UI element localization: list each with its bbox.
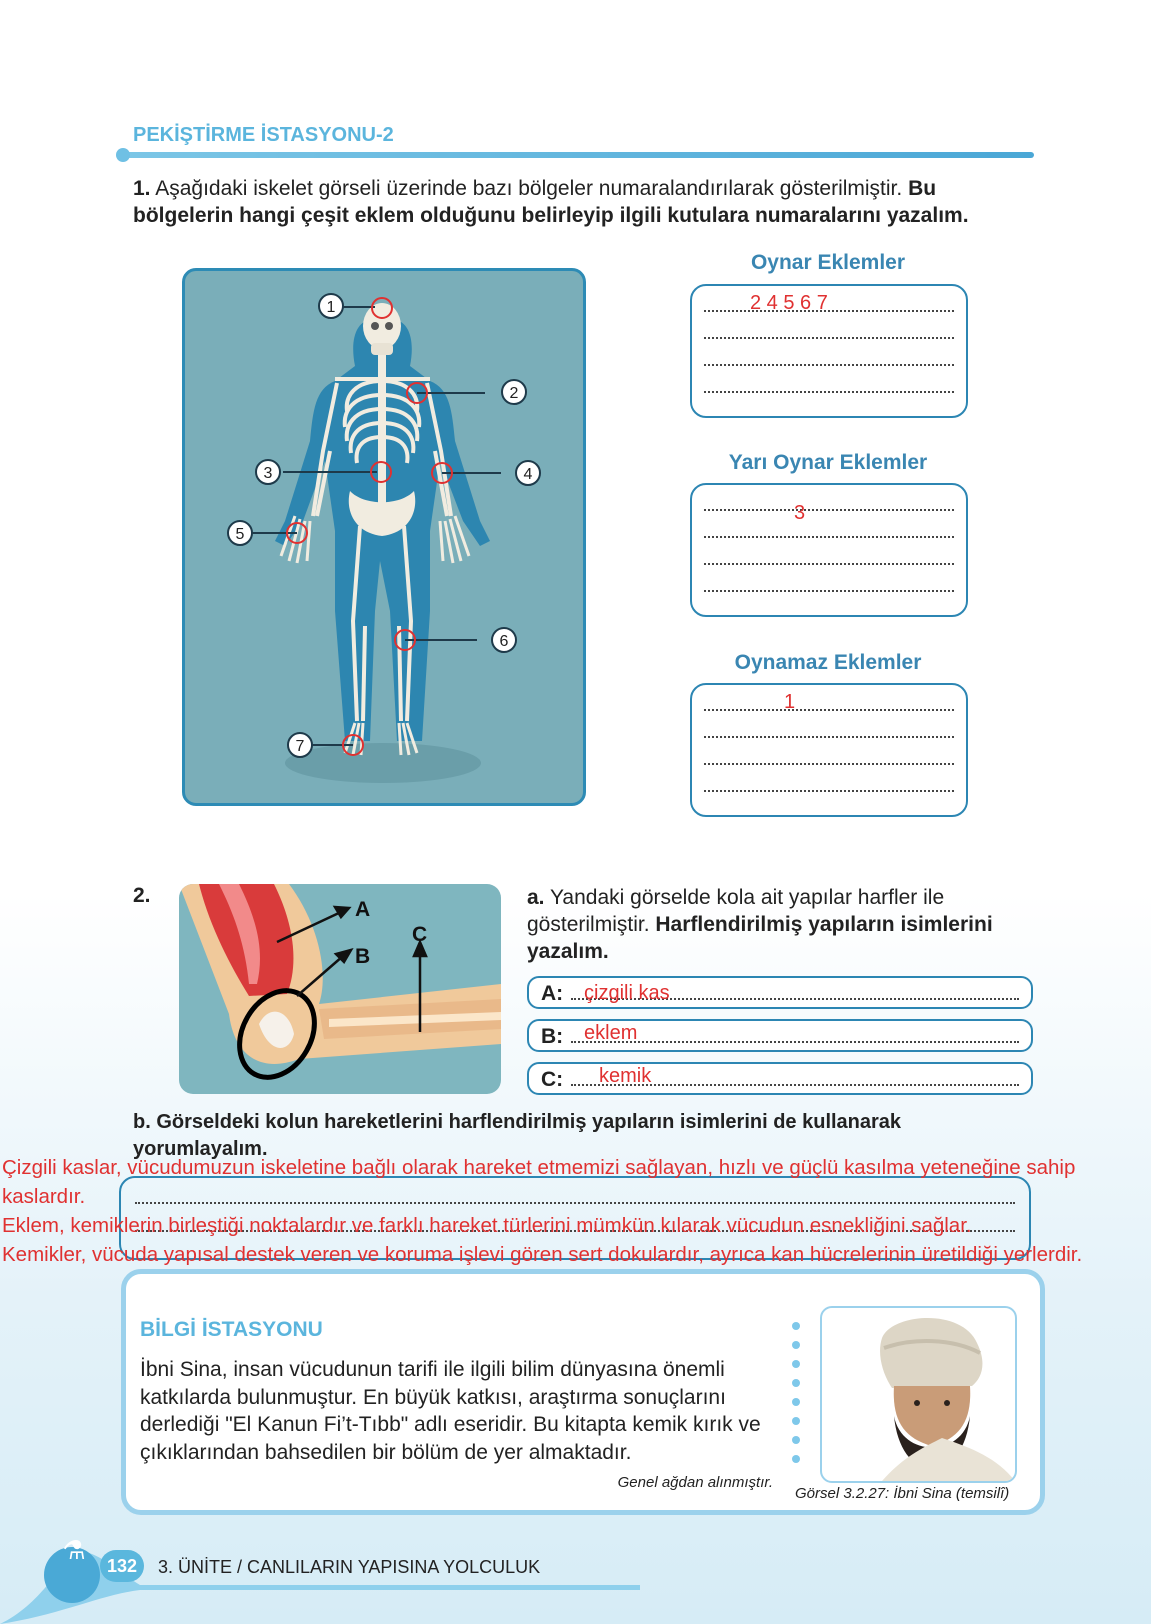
answer-a-field[interactable] [527,976,1033,1009]
question-2-number: 2. [133,884,151,907]
movable-joints-answer[interactable]: 2 4 5 6 7 [750,292,828,314]
skeleton-figure [182,268,586,806]
answer-line-1: Çizgili kaslar, vücudumuzun iskeletine bağlı olarak hareket etmemizi sağlayan, hızlı ve güçlü kasılma yeteneğine sahip kaslardır. [2,1156,1076,1208]
movable-joints-title: Oynar Eklemler [750,251,906,274]
unit-title: 3. ÜNİTE / CANLILARIN YAPISINA YOLCULUK [158,1557,541,1577]
answer-c-label: C: [541,1068,564,1091]
page-number: 132 [100,1550,144,1582]
answer-line-2: Eklem, kemiklerin birleştiği noktalardır ve farklı hareket türlerini mümkün kılarak vücudun esnekliğini sağlar. [2,1214,972,1237]
semi-movable-joints-title: Yarı Oynar Eklemler [728,451,928,474]
info-station-title: BİLGİ İSTASYONU [140,1318,323,1341]
answer-b-label: B: [541,1025,564,1048]
info-source: Genel ağdan alınmıştır. [617,1474,773,1491]
answer-c-field[interactable] [527,1062,1033,1095]
skeleton-marker-5: 5 [227,520,253,546]
question-1-number: 1. [133,177,151,200]
arm-label-a: A [355,898,371,921]
portrait-illustration [822,1308,1015,1481]
immovable-joints-box [690,683,968,817]
arm-figure [179,884,501,1094]
question-2a-prefix: a. [527,886,545,909]
question-2b-text: b. Görseldeki kolun hareketlerini harflendirilmiş yapıların isimlerini de kullanarak yorumlayalım. [133,1111,902,1160]
answer-a-value[interactable]: çizgili kas [584,982,670,1004]
skeleton-marker-6: 6 [491,627,517,653]
movable-joints-box [690,284,968,418]
arm-label-c: C [412,923,428,946]
info-station-text: İbni Sina, insan vücudunun tarifi ile ilgili bilim dünyasına önemli katkılarda bulunmuştur. En büyük katkısı, araştırma sonuçlarını derlediği "El Kanun Fi’t-Tıbb" adlı eseridir. Bu kitapta kemik kırık ve çıkıklarından bahsedilen bir bölüm de yer almaktadır. [140,1358,761,1464]
arm-illustration [179,884,501,1094]
title-rule [120,152,1034,158]
question-1 [133,175,1023,229]
skeleton-marker-3: 3 [255,459,281,485]
question-1-bold-text: Bu bölgelerin hangi çeşit eklem olduğunu belirleyip ilgili kutulara numaralarını yazalım. [133,177,969,227]
ibni-sina-portrait [820,1306,1017,1483]
question-2a [527,884,1037,965]
skeleton-marker-1: 1 [318,293,344,319]
immovable-joints-answer[interactable]: 1 [784,691,796,713]
portrait-caption: Görsel 3.2.27: İbni Sina (temsilî) [795,1485,1010,1502]
semi-movable-joints-answer[interactable]: 3 [794,502,806,524]
answer-a-label: A: [541,982,564,1005]
title-rule-dot [116,148,130,162]
question-2a-text: Yandaki görselde kola ait yapılar harfler ile gösterilmiştir. [527,886,945,936]
answer-b-value[interactable]: eklem [584,1022,638,1044]
question-2a-bold: Harflendirilmiş yapıların isimlerini yazalım. [527,913,993,963]
skeleton-marker-2: 2 [501,379,527,405]
answer-c-value[interactable]: kemik [599,1065,652,1087]
skeleton-marker-4: 4 [515,460,541,486]
immovable-joints-title: Oynamaz Eklemler [734,651,922,674]
answer-b-field[interactable] [527,1019,1033,1052]
semi-movable-joints-box [690,483,968,617]
skeleton-marker-7: 7 [287,732,313,758]
microscope-icon: ⚗ [62,1535,86,1565]
dotted-divider [792,1322,800,1474]
arm-label-b: B [355,945,371,968]
question-2b-answer[interactable] [2,1153,1151,1269]
question-1-text: Aşağıdaki iskelet görseli üzerinde bazı bölgeler numaralandırılarak gösterilmiştir. [155,177,903,200]
answer-line-3: Kemikler, vücuda yapısal destek veren ve koruma işlevi gören sert dokulardır, ayrıca kan hücrelerinin üretildiği yerlerdir. [2,1243,1083,1266]
station-title: PEKİŞTİRME İSTASYONU-2 [133,124,394,146]
